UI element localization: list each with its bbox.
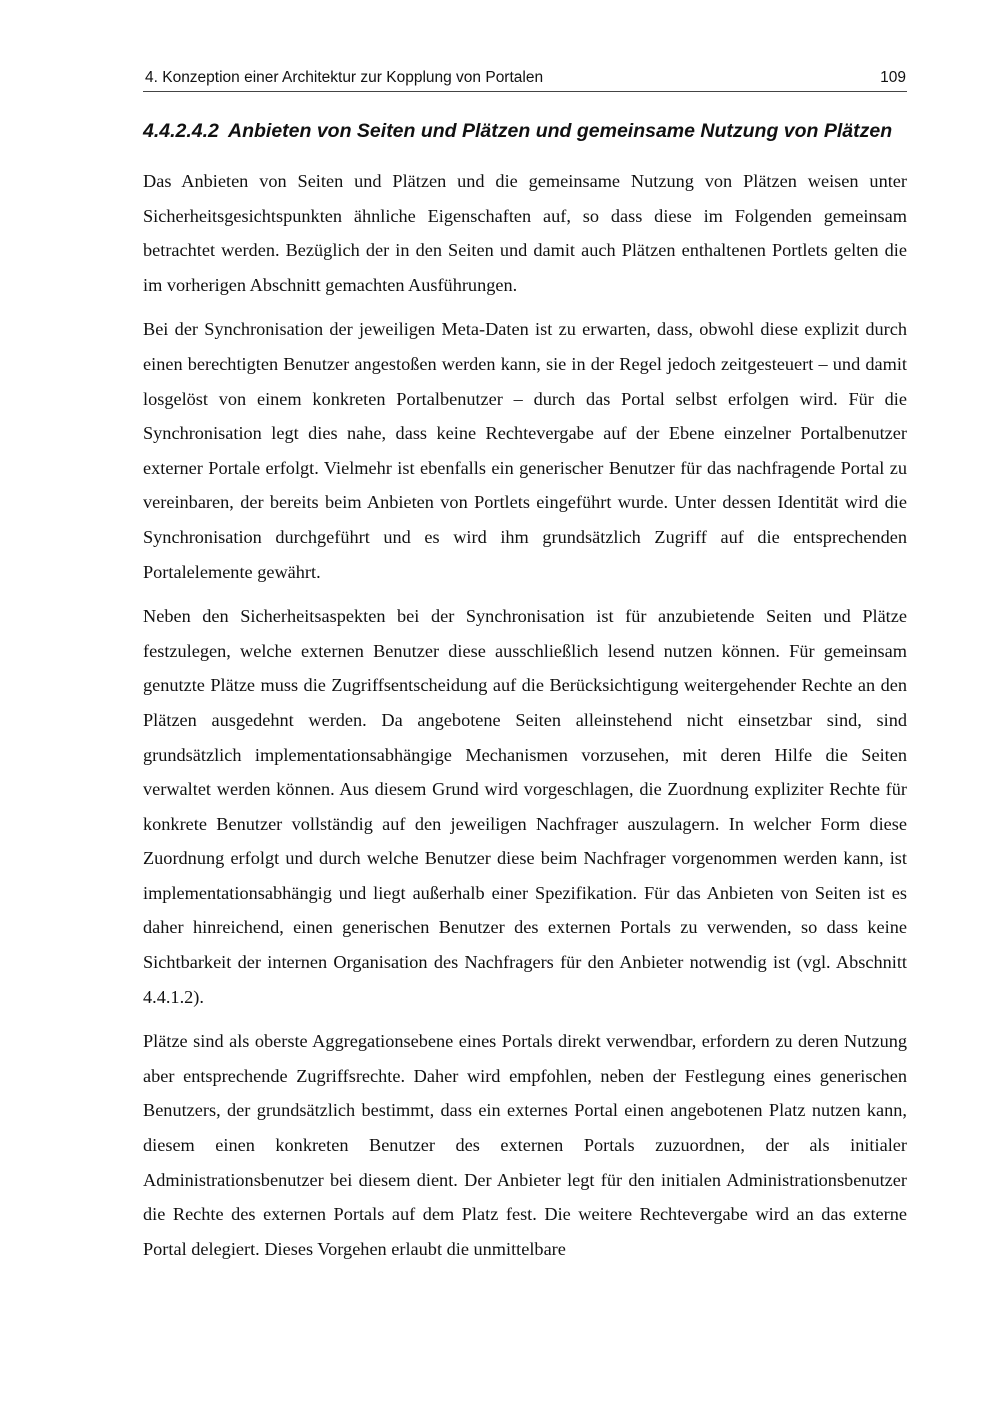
- section-title: Anbieten von Seiten und Plätzen und gemeinsame Nutzung von Plätzen: [228, 120, 893, 142]
- paragraph-4: Plätze sind als oberste Aggregationsebene eines Portals direkt verwendbar, erfordern zu deren Nutzung aber entsprechende Zugriffsrechte. Daher wird empfohlen, neben der Festlegung eines generischen Benutzers, der grundsätzlich bestimmt, dass ein externes Portal einen angebotenen Platz nutzen kann, diesem einen konkreten Benutzer des externen Portals zuzuordnen, der als initialer Administrationsbenutzer bei diesem dient. Der Anbieter legt für den initialen Administrationsbenutzer die Rechte des externen Portals auf dem Platz fest. Die weitere Rechtevergabe wird an das externe Portal delegiert. Dieses Vorgehen erlaubt die unmittelbare: [143, 1031, 907, 1259]
- section-number: 4.4.2.4.2: [143, 120, 219, 142]
- paragraph-3: Neben den Sicherheitsaspekten bei der Synchronisation ist für anzubietende Seiten und Plätze festzulegen, welche externen Benutzer diese ausschließlich lesend nutzen können. Für gemeinsam genutzte Plätze muss die Zugriffsentscheidung auf die Berücksichtigung weitergehender Rechte an den Plätzen ausgedehnt werden. Da angebotene Seiten alleinstehend nicht einsetzbar sind, sind grundsätzlich implementationsabhängige Mechanismen vorzusehen, mit deren Hilfe die Seiten verwaltet werden können. Aus diesem Grund wird vorgeschlagen, die Zuordnung expliziter Rechte für konkrete Benutzer vollständig auf den jeweiligen Nachfrager auszulagern. In welcher Form diese Zuordnung erfolgt und durch welche Benutzer diese beim Nachfrager vorgenommen werden kann, ist implementationsabhängig und liegt außerhalb einer Spezifikation. Für das Anbieten von Seiten ist es daher hinreichend, einen generischen Benutzer des externen Portals zu verwenden, so dass keine Sichtbarkeit der internen Organisation des Nachfragers für den Anbieter notwendig ist (vgl. Abschnitt 4.4.1.2).: [143, 606, 907, 1007]
- document-page: [143, 66, 907, 1266]
- section-heading: [143, 119, 907, 143]
- running-header: [143, 66, 907, 92]
- header-title: 4. Konzeption einer Architektur zur Kopplung von Portalen: [145, 69, 544, 86]
- paragraph-2: Bei der Synchronisation der jeweiligen Meta-Daten ist zu erwarten, dass, obwohl diese explizit durch einen berechtigten Benutzer angestoßen werden kann, sie in der Regel jedoch zeitgesteuert – und damit losgelöst von einem konkreten Portalbenutzer – durch das Portal selbst erfolgen wird. Für die Synchronisation legt dies nahe, dass keine Rechtevergabe auf der Ebene einzelner Portalbenutzer externer Portale erfolgt. Vielmehr ist ebenfalls ein generischer Benutzer für das nachfragende Portal zu vereinbaren, der bereits beim Anbieten von Portlets eingeführt wurde. Unter dessen Identität wird die Synchronisation durchgeführt und es wird ihm grundsätzlich Zugriff auf die entsprechenden Portalelemente gewährt.: [143, 319, 907, 582]
- page-number: 109: [880, 69, 906, 86]
- paragraph-1: Das Anbieten von Seiten und Plätzen und die gemeinsame Nutzung von Plätzen weisen unter Sicherheitsgesichtspunkten ähnliche Eigenschaften auf, so dass diese im Folgenden gemeinsam betrachtet werden. Bezüglich der in den Seiten und damit auch Plätzen enthaltenen Portlets gelten die im vorherigen Abschnitt gemachten Ausführungen.: [143, 171, 907, 295]
